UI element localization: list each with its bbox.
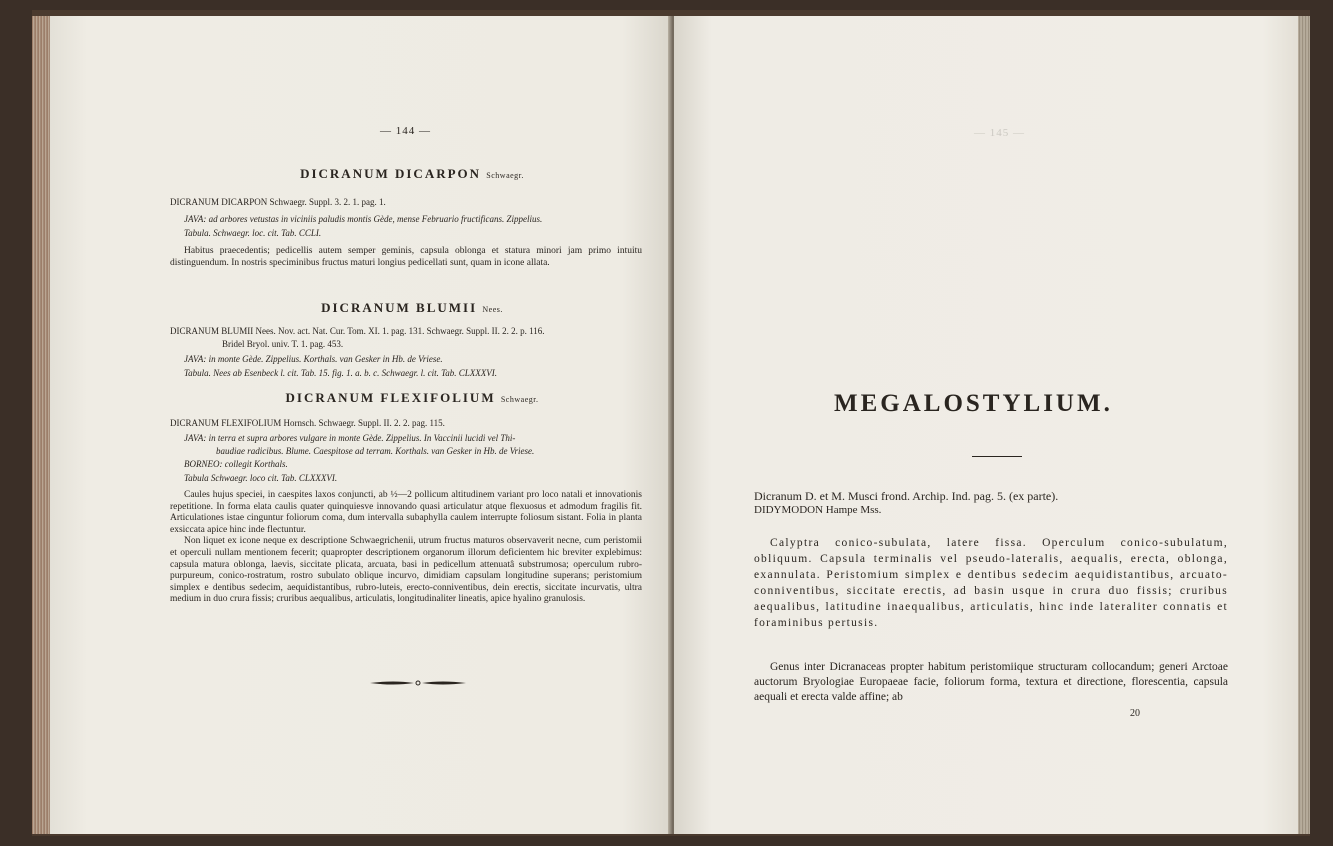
section-heading-blumii: DICRANUM BLUMII Nees. — [321, 300, 503, 315]
synonym-line: Dicranum D. et M. Musci frond. Archip. Ind. pag. 5. (ex parte). — [754, 489, 1059, 503]
end-ornament — [370, 680, 466, 686]
tabula-line: Tabula Schwaegr. loco cit. Tab. CLXXXVI. — [184, 473, 338, 483]
tabula-line: Tabula. Nees ab Esenbeck l. cit. Tab. 15. fig. 1. a. b. c. Schwaegr. l. cit. Tab. CLXXXVI. — [184, 368, 497, 378]
left-page — [50, 16, 672, 834]
signature-mark: 20 — [1130, 708, 1140, 719]
locality-line: JAVA: in terra et supra arbores vulgare in monte Gède. Zippelius. In Vaccinii lucidi vel Thi- — [184, 433, 516, 443]
locality-line: BORNEO: collegit Korthals. — [184, 459, 288, 469]
section-paragraph: Caules hujus speciei, in caespites laxos conjuncti, ab ½—2 pollicum altitudinem variant pro loco natali et innovationis repetitione. In forma elata caulis quater quinquiesve innovando quasi articulatur atque flexuosus et admodum fragilis fit. Articulationes istae cinguntur foliorum coma, dum intervalla subaphylla caulem interrupte foliosum sistant. Folia in planta exsiccata apice hinc inde flectuntur. Non liquet ex icone neque ex descriptione Schwaegrichenii, utrum fructus maturos observaverit necne, cum peristomii et operculi nullam mentionem fecerit; quapropter descriptionem organorum illorum deficientem hic breviter explebimus: capsula matura oblonga, laevis, siccitate plicata, arcuata, basi in pedicellum attenuatâ substrumosa; operculum rubro-purpureum, conico-rostratum, rostro subulato oblique incurvo, dimidiam capsulam longitudine superans; peristomium simplex e dentibus sedecim, aequidistantibus, rubro-luteis, erecto-conniventibus, dein erectis, siccitate incurvatis, ultra medium in duo crura fissis; cruribus aequalibus, articulatis, longitudinaliter lineatis, apice hyalino granulosis. — [170, 490, 642, 605]
synonym-line: DICRANUM BLUMII Nees. Nov. act. Nat. Cur. Tom. XI. 1. pag. 131. Schwaegr. Suppl. II. 2. 2. p. 116. — [170, 326, 545, 336]
book-spread — [32, 10, 1310, 836]
right-page-edges — [1298, 16, 1310, 834]
synonym-line: DICRANUM DICARPON Schwaegr. Suppl. 3. 2. 1. pag. 1. — [170, 197, 386, 207]
locality-line: baudiae radicibus. Blume. Caespitose ad terram. Korthals. van Gesker in Hb. de Vriese. — [216, 446, 535, 456]
right-page — [674, 16, 1300, 834]
section-dicranum-dicarpon — [188, 166, 636, 182]
locality-line: JAVA: in monte Gède. Zippelius. Korthals. van Gesker in Hb. de Vriese. — [184, 354, 443, 364]
left-page-edges — [32, 16, 50, 834]
tabula-line: Tabula. Schwaegr. loc. cit. Tab. CCLI. — [184, 228, 322, 238]
section-heading: DICRANUM DICARPON Schwaegr. — [300, 166, 524, 181]
section-heading-flexifolium: DICRANUM FLEXIFOLIUM Schwaegr. — [285, 390, 539, 405]
synonym-line-2: DIDYMODON Hampe Mss. — [754, 504, 882, 516]
right-page-number: — 145 — — [974, 127, 1025, 139]
genus-title: MEGALOSTYLIUM. — [834, 390, 1113, 417]
synonym-line-2: Bridel Bryol. univ. T. 1. pag. 453. — [222, 339, 344, 349]
synonym-line: DICRANUM FLEXIFOLIUM Hornsch. Schwaegr. Suppl. II. 2. 2. pag. 115. — [170, 418, 445, 428]
section-paragraph: Habitus praecedentis; pedicellis autem semper geminis, capsula oblonga et statura minori jam primo intuitu distinguendum. In nostris speciminibus fructus maturi longius pedicellati sunt, quam in icone allata. — [170, 246, 642, 268]
genus-diagnosis: Calyptra conico-subulata, latere fissa. Operculum conico-subulatum, obliquum. Capsula terminalis vel pseudo-lateralis, aequalis, erecta, oblonga, exannulata. Peristomium simplex e dentibus sedecim aequidistantibus, arcuato-conniventibus, siccitate erectis, ad basin usque in crura duo fissis; cruribus aequalibus, latitudine inaequalibus, articulatis, hinc inde lateraliter connatis et foraminibus pertusis. — [754, 537, 1228, 629]
left-page-number: — 144 — — [380, 125, 431, 137]
locality-line: JAVA: ad arbores vetustas in viciniis paludis montis Gède, mense Februario fructificans. Zippelius. — [184, 214, 543, 224]
genus-discussion: Genus inter Dicranaceas propter habitum peristomiique structuram collocandum; generi Arctoae auctorum Bryologiae Europaeae facie, foliorum forma, textura et directione, florescentia, capsula aequali et erecta valde affine; ab — [754, 661, 1228, 703]
title-rule — [972, 456, 1022, 457]
